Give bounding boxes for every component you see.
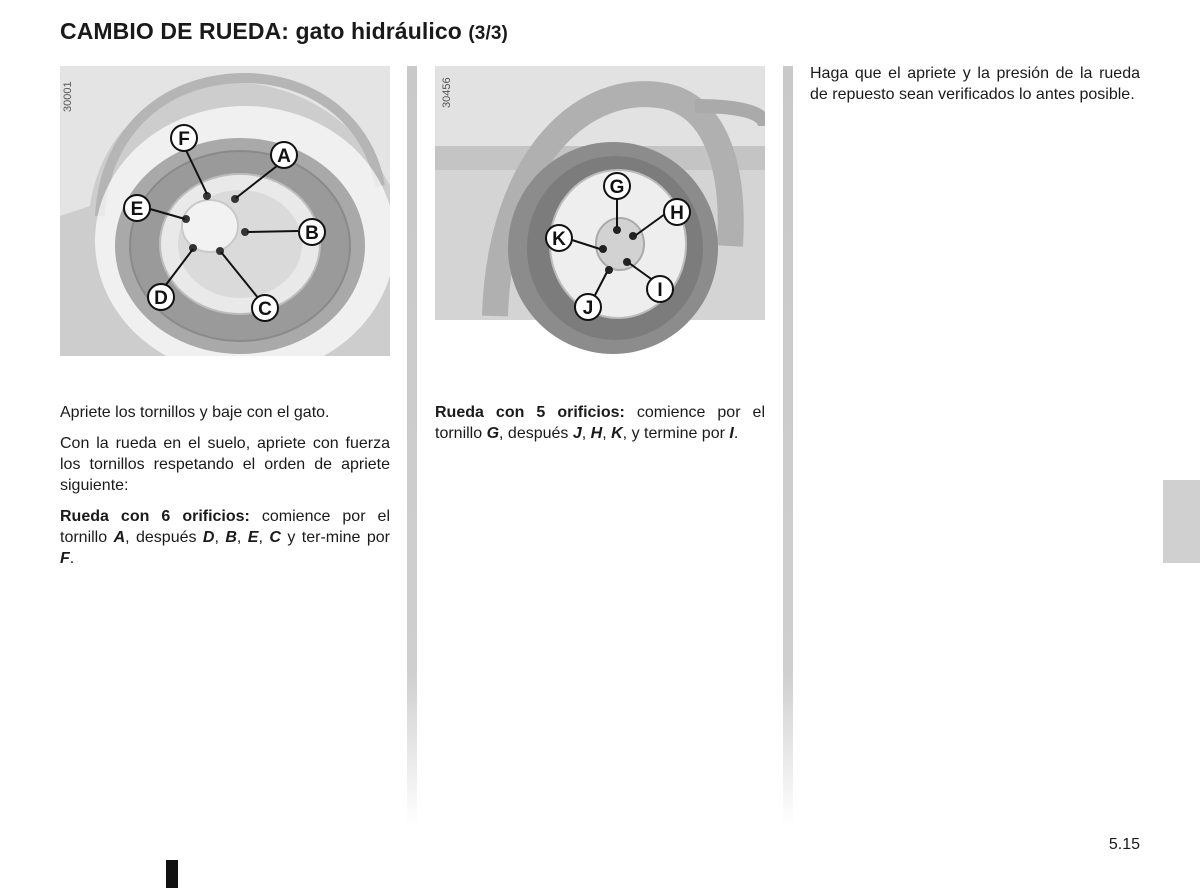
text-5-holes-part-3: , y termine por: [622, 425, 730, 442]
bolt-d: D: [202, 529, 215, 546]
bolt-g: G: [486, 425, 500, 442]
text-5-holes-end: .: [733, 425, 739, 442]
spare-wheel-note: Haga que el apriete y la presión de la rueda de repuesto sean verificados lo antes posible.: [810, 65, 1140, 103]
callout-j-label: J: [582, 298, 594, 319]
callout-j: [575, 294, 601, 320]
bolt-k: K: [611, 425, 623, 442]
callout-c-label: C: [258, 299, 272, 320]
callout-k: [546, 225, 572, 251]
wheel-5-holes-illustration: [435, 66, 765, 356]
callout-i: [647, 276, 673, 302]
callout-k-label: K: [552, 229, 566, 250]
right-column-text: [810, 63, 1140, 115]
bolt-h: H: [590, 425, 603, 442]
separator-3: ,: [258, 529, 270, 546]
text-5-holes-part-1: comience por el tornillo: [435, 404, 765, 442]
callout-a: [271, 142, 297, 168]
instruction-lower-jack: Apriete los tornillos y baje con el gato.: [60, 404, 330, 421]
bolt-j: J: [572, 425, 582, 442]
page-title-fraction: (3/3): [468, 23, 508, 44]
text-6-holes-part-2: , después: [125, 529, 203, 546]
callout-d: [148, 284, 174, 310]
callout-c: [252, 295, 278, 321]
bolt-c: C: [269, 529, 281, 546]
wheel-6-holes-drawing: [60, 66, 390, 356]
column-divider-left: [407, 66, 417, 826]
callout-f: [171, 125, 197, 151]
callout-d-label: D: [154, 288, 168, 309]
bolt-b: B: [225, 529, 237, 546]
callout-i-label: I: [657, 280, 663, 301]
callout-g-label: G: [609, 177, 625, 198]
bolt-a: A: [113, 529, 126, 546]
separator-2: ,: [236, 529, 248, 546]
label-6-holes: Rueda con 6 orificios:: [60, 508, 250, 525]
instruction-6-holes: [60, 506, 390, 569]
figure-ref-middle: 30456: [441, 77, 453, 108]
separator-1: ,: [214, 529, 226, 546]
left-column-text: [60, 402, 390, 579]
figure-ref-left: 30001: [62, 81, 74, 112]
text-5-holes-part-2: , después: [499, 425, 573, 442]
page-title: [60, 18, 508, 45]
bolt-e: E: [247, 529, 259, 546]
bolt-f: F: [60, 550, 70, 567]
page-title-text: CAMBIO DE RUEDA: gato hidráulico: [60, 18, 462, 44]
callout-a-label: A: [277, 146, 291, 167]
wheel-6-holes-illustration: [60, 66, 390, 356]
callout-g: [604, 173, 630, 199]
separator-5: ,: [602, 425, 612, 442]
column-divider-right: [783, 66, 793, 826]
text-6-holes-part-1: comience por el tornillo: [60, 508, 390, 546]
callout-h: [664, 199, 690, 225]
wheel-5-holes-drawing: [435, 66, 765, 356]
callout-e-label: E: [130, 199, 144, 220]
callout-f-label: F: [178, 129, 190, 150]
instruction-5-holes: [435, 402, 765, 444]
text-6-holes-part-3: y ter-mine por: [280, 529, 390, 546]
label-5-holes: Rueda con 5 orificios:: [435, 404, 625, 421]
instruction-tighten-order: Con la rueda en el suelo, apriete con fuerza los tornillos respetando el orden de apriete siguiente:: [60, 435, 390, 494]
callout-b: [299, 219, 325, 245]
crop-marker: [166, 860, 178, 888]
text-6-holes-end: .: [69, 550, 75, 567]
bolt-i: I: [729, 425, 734, 442]
separator-4: ,: [581, 425, 591, 442]
callout-b-label: B: [305, 223, 319, 244]
callout-h-label: H: [670, 203, 684, 224]
page-number: 5.15: [1108, 836, 1140, 853]
section-tab: [1163, 480, 1200, 563]
middle-column-text: [435, 402, 765, 454]
callout-e: [124, 195, 150, 221]
